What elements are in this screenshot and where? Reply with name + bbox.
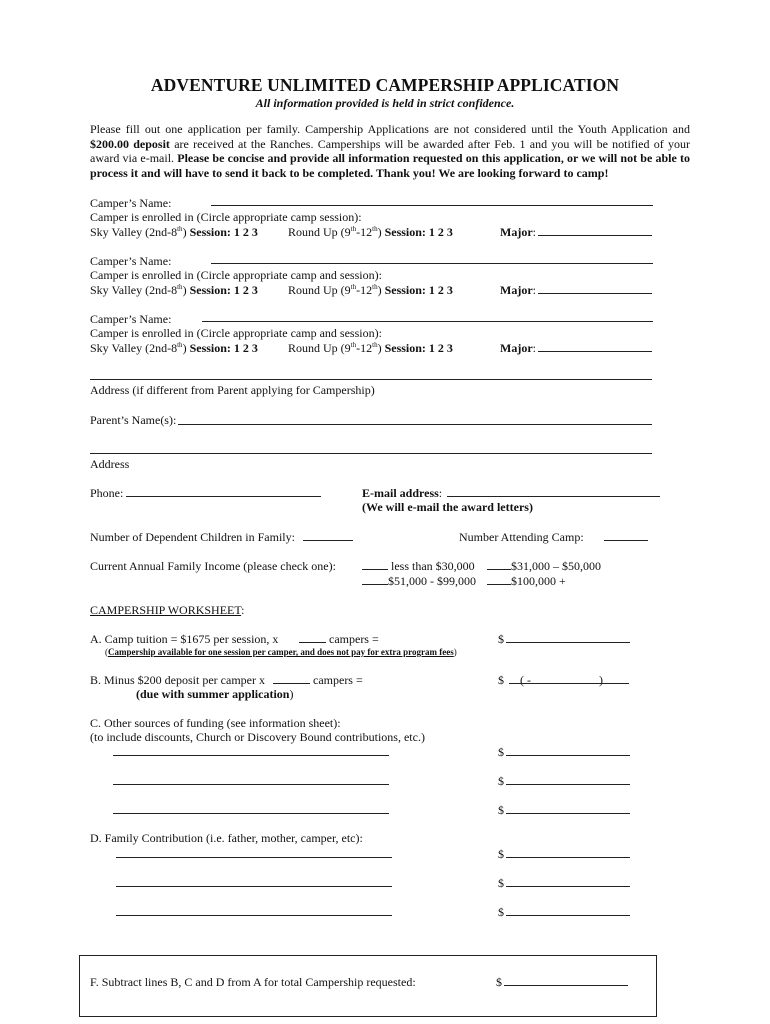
line-b-dollar: $	[498, 673, 504, 687]
line-b-label: B. Minus $200 deposit per camper x	[90, 673, 265, 687]
income-check-2[interactable]	[487, 569, 511, 570]
dependents-field[interactable]	[303, 540, 353, 541]
camper-1-round-up: Round Up (9th-12th) Session: 1 2 3	[288, 225, 453, 239]
camper-3-round-up: Round Up (9th-12th) Session: 1 2 3	[288, 341, 453, 355]
camper-2-session-a[interactable]: Session: 1 2 3	[189, 283, 258, 297]
line-f-amount-field[interactable]	[504, 985, 628, 986]
camper-1-session-a[interactable]: Session: 1 2 3	[189, 225, 258, 239]
camper-1-enrolled-label: Camper is enrolled in (Circle appropriate camp session):	[90, 210, 362, 224]
line-b-paren-open: ( -	[520, 673, 531, 687]
line-f-label: F. Subtract lines B, C and D from A for total Campership requested:	[90, 975, 416, 989]
line-c-sub: (to include discounts, Church or Discovery Bound contributions, etc.)	[90, 730, 425, 744]
line-d-dollar-3: $	[498, 905, 504, 919]
line-c-dollar-2: $	[498, 774, 504, 788]
confidentiality-note: All information provided is held in strict confidence.	[255, 96, 515, 110]
intro-bold-text: Please be concise and provide all information requested on this application, or we will not be able to process it and will have to send it back to be completed. Thank you! We are looking forward to camp!	[90, 151, 691, 180]
line-c-amount-2[interactable]	[506, 784, 630, 785]
intro-text-1: Please fill out one application per family. Campership Applications are not considered until the Youth Application and	[90, 122, 690, 136]
parent-address-field[interactable]	[90, 453, 652, 454]
intro-text-2: are received at the Ranches. Camperships will be awarded after Feb. 1 and you will be notified of your award via e-mail.	[90, 136, 690, 166]
camper-address-field[interactable]	[90, 379, 652, 380]
camper-1-major-label: Major:	[500, 225, 536, 239]
income-opt-2: $31,000 – $50,000	[511, 559, 601, 573]
camper-3-sky-valley: Sky Valley (2nd-8th) Session: 1 2 3	[90, 341, 258, 355]
camper-1-name-field[interactable]	[211, 205, 653, 206]
line-a-campers: campers =	[329, 632, 379, 646]
line-c-amount-1[interactable]	[506, 755, 630, 756]
line-a-note: (Campership available for one session per camper, and does not pay for extra program fees)	[105, 647, 457, 657]
line-b-campers-field[interactable]	[273, 683, 310, 684]
line-d-label: D. Family Contribution (i.e. father, mother, camper, etc):	[90, 831, 363, 845]
camper-2-major-field[interactable]	[538, 293, 652, 294]
line-d-dollar-1: $	[498, 847, 504, 861]
camper-3-session-b[interactable]: Session: 1 2 3	[384, 341, 453, 355]
income-check-1[interactable]	[362, 569, 388, 570]
camper-1-name-label: Camper’s Name:	[90, 196, 172, 210]
line-d-dollar-2: $	[498, 876, 504, 890]
camper-2-name-field[interactable]	[211, 263, 653, 264]
camper-2-round-up: Round Up (9th-12th) Session: 1 2 3	[288, 283, 453, 297]
intro-paragraph	[90, 122, 690, 180]
line-c-dollar-1: $	[498, 745, 504, 759]
income-label: Current Annual Family Income (please check one):	[90, 559, 336, 573]
line-d-source-1[interactable]	[116, 857, 392, 858]
camper-address-label: Address (if different from Parent applying for Campership)	[90, 383, 375, 397]
line-f-dollar: $	[496, 975, 502, 989]
line-a-campers-field[interactable]	[299, 642, 326, 643]
camper-2-enrolled-label: Camper is enrolled in (Circle appropriate camp and session):	[90, 268, 382, 282]
line-a-label: A. Camp tuition = $1675 per session, x	[90, 632, 279, 646]
line-c-label: C. Other sources of funding (see information sheet):	[90, 716, 341, 730]
email-field[interactable]	[447, 496, 660, 497]
line-c-dollar-3: $	[498, 803, 504, 817]
line-a-amount-field[interactable]	[506, 642, 630, 643]
camper-1-session-b[interactable]: Session: 1 2 3	[384, 225, 453, 239]
camper-3-name-label: Camper’s Name:	[90, 312, 172, 326]
line-b-campers: campers =	[313, 673, 363, 687]
camper-3-enrolled-label: Camper is enrolled in (Circle appropriate camp and session):	[90, 326, 382, 340]
phone-field[interactable]	[126, 496, 321, 497]
line-d-amount-3[interactable]	[506, 915, 630, 916]
parents-name-field[interactable]	[178, 424, 652, 425]
camper-2-name-label: Camper’s Name:	[90, 254, 172, 268]
parent-address-label: Address	[90, 457, 130, 471]
camper-3-name-field[interactable]	[202, 321, 653, 322]
line-b-note: (due with summer application)	[136, 687, 294, 701]
camper-3-major-field[interactable]	[538, 351, 652, 352]
income-check-4[interactable]	[487, 584, 511, 585]
line-c-source-3[interactable]	[113, 813, 389, 814]
line-b-paren-close: )	[599, 673, 603, 687]
worksheet-heading: CAMPERSHIP WORKSHEET:	[90, 603, 245, 617]
attending-field[interactable]	[604, 540, 648, 541]
intro-deposit: $200.00 deposit	[90, 136, 170, 151]
line-d-amount-2[interactable]	[506, 886, 630, 887]
email-note: (We will e-mail the award letters)	[362, 500, 533, 514]
email-label: E-mail address:	[362, 486, 443, 500]
income-opt-3: $51,000 - $99,000	[388, 574, 476, 588]
page-title: ADVENTURE UNLIMITED CAMPERSHIP APPLICATION	[150, 75, 620, 95]
line-d-source-3[interactable]	[116, 915, 392, 916]
camper-2-major-label: Major:	[500, 283, 536, 297]
line-d-source-2[interactable]	[116, 886, 392, 887]
line-a-dollar: $	[498, 632, 504, 646]
camper-2-sky-valley: Sky Valley (2nd-8th) Session: 1 2 3	[90, 283, 258, 297]
camper-3-major-label: Major:	[500, 341, 536, 355]
line-c-source-2[interactable]	[113, 784, 389, 785]
dependents-label: Number of Dependent Children in Family:	[90, 530, 295, 544]
camper-3-session-a[interactable]: Session: 1 2 3	[189, 341, 258, 355]
income-check-3[interactable]	[362, 584, 388, 585]
line-c-source-1[interactable]	[113, 755, 389, 756]
line-c-amount-3[interactable]	[506, 813, 630, 814]
camper-2-session-b[interactable]: Session: 1 2 3	[384, 283, 453, 297]
income-opt-4: $100,000 +	[511, 574, 566, 588]
line-b-amount-field[interactable]	[509, 683, 629, 684]
phone-label: Phone:	[90, 486, 124, 500]
income-opt-1: less than $30,000	[391, 559, 475, 573]
line-d-amount-1[interactable]	[506, 857, 630, 858]
parents-name-label: Parent’s Name(s):	[90, 413, 177, 427]
camper-1-major-field[interactable]	[538, 235, 652, 236]
camper-1-sky-valley: Sky Valley (2nd-8th) Session: 1 2 3	[90, 225, 258, 239]
attending-label: Number Attending Camp:	[459, 530, 584, 544]
